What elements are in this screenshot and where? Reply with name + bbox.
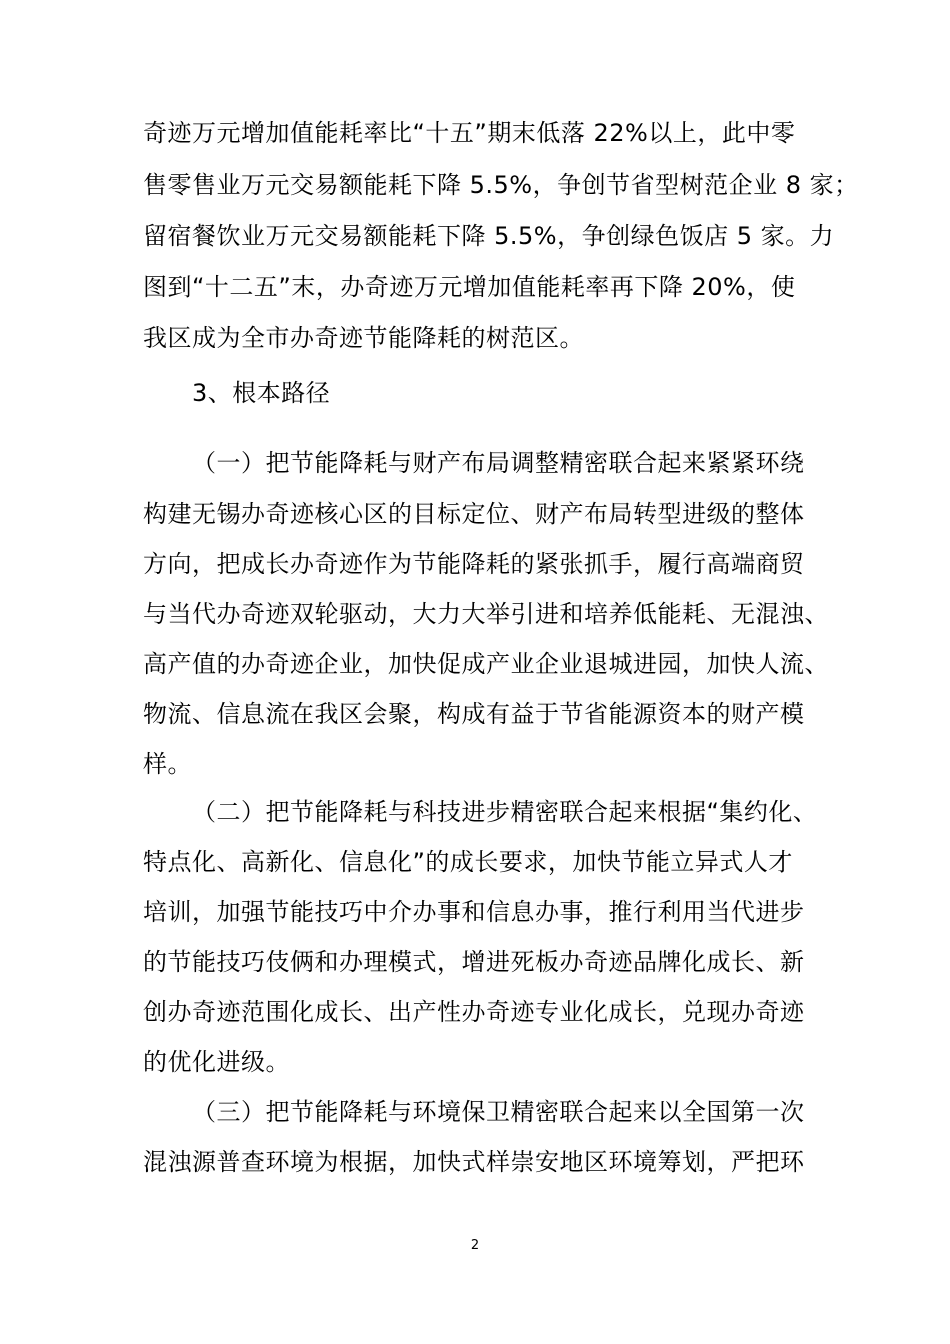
body-text-line: 与当代办奇迹双轮驱动，大力大举引进和培养低能耗、无混浊、 xyxy=(143,600,829,628)
body-text-line: 图到“十二五”末，办奇迹万元增加值能耗率再下降 20%，使 xyxy=(143,273,796,301)
body-text-line: 混浊源普查环境为根据，加快式样崇安地区环境筹划，严把环 xyxy=(143,1148,805,1176)
body-text-line: 方向，把成长办奇迹作为节能降耗的紧张抓手，履行高端商贸 xyxy=(143,550,805,578)
body-text-line: 物流、信息流在我区会聚，构成有益于节省能源资本的财产模 xyxy=(143,700,805,728)
body-text-line: 样。 xyxy=(143,750,192,778)
body-text-line: （二）把节能降耗与科技进步精密联合起来根据“集约化、 xyxy=(192,798,818,826)
page-number: 2 xyxy=(470,1238,480,1253)
body-text-line: 留宿餐饮业万元交易额能耗下降 5.5%，争创绿色饭店 5 家。力 xyxy=(143,222,835,250)
body-text-line: 创办奇迹范围化成长、出产性办奇迹专业化成长，兑现办奇迹 xyxy=(143,998,805,1026)
body-text-line: 构建无锡办奇迹核心区的目标定位、财产布局转型进级的整体 xyxy=(143,500,805,528)
body-text-line: 奇迹万元增加值能耗率比“十五”期末低落 22%以上，此中零 xyxy=(143,119,796,147)
body-text-line: 售零售业万元交易额能耗下降 5.5%，争创节省型树范企业 8 家； xyxy=(143,171,859,199)
body-text-line: 我区成为全市办奇迹节能降耗的树范区。 xyxy=(143,324,584,352)
body-text-line: 特点化、高新化、信息化”的成长要求，加快节能立异式人才 xyxy=(143,848,793,876)
body-text-line: 的节能技巧伎俩和办理模式，增进死板办奇迹品牌化成长、新 xyxy=(143,948,805,976)
body-text-line: （三）把节能降耗与环境保卫精密联合起来以全国第一次 xyxy=(192,1098,805,1126)
body-text-line: 培训，加强节能技巧中介办事和信息办事，推行利用当代进步 xyxy=(143,898,805,926)
body-text-line: （一）把节能降耗与财产布局调整精密联合起来紧紧环绕 xyxy=(192,449,805,477)
body-text-line: 高产值的办奇迹企业，加快促成产业企业退城进园，加快人流、 xyxy=(143,650,829,678)
section-heading: 3、根本路径 xyxy=(192,379,331,407)
body-text-line: 的优化进级。 xyxy=(143,1048,290,1076)
